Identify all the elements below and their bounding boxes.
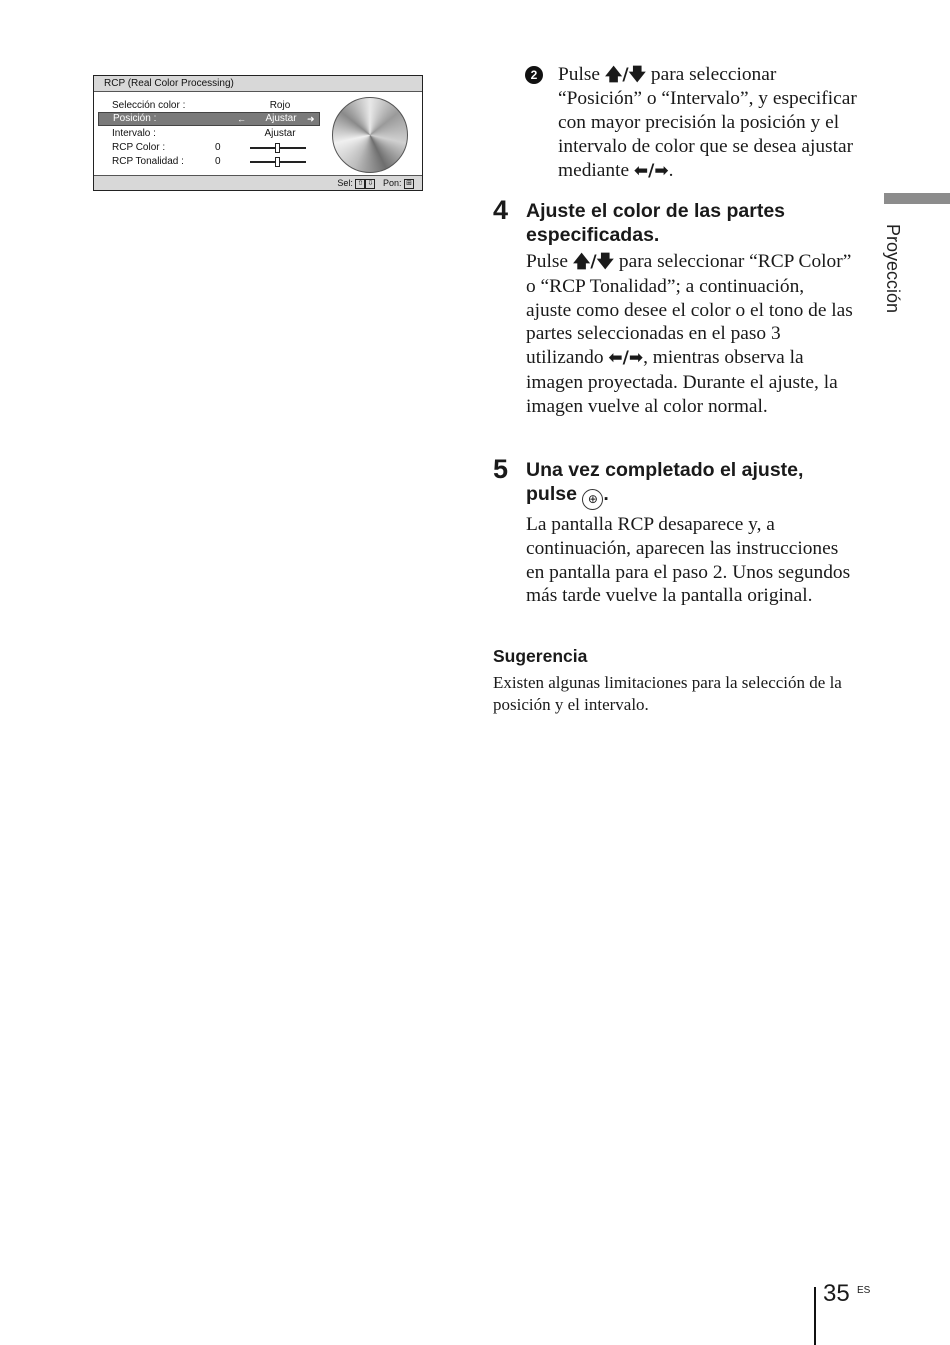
osd-value: 0: [215, 156, 221, 167]
up-down-arrow-icon: 🡅/🡇: [572, 252, 615, 272]
slider-knob: [275, 157, 280, 167]
circled-number: 2: [525, 66, 543, 84]
step-body: La pantalla RCP desaparece y, a continuación, aparecen las instrucciones en pantalla para el paso 2. Unos segundos más tarde vuelve la pantalla original.: [526, 514, 851, 607]
osd-footer-pon: Pon:: [382, 178, 402, 188]
text-fragment: para seleccionar “Posición” o “Intervalo”, y especificar con mayor precisión la posición y el intervalo de color que se desea ajustar mediante: [558, 64, 857, 181]
step-5: [493, 454, 853, 608]
section-tab-label: Proyección: [883, 224, 903, 314]
osd-label: RCP Tonalidad :: [112, 156, 184, 167]
osd-value: Rojo: [269, 100, 291, 111]
osd-slider: [250, 147, 306, 149]
tip-body: Existen algunas limitaciones para la selección de la posición y el intervalo.: [493, 673, 842, 714]
text-fragment: .: [668, 160, 674, 181]
step-heading: [526, 458, 853, 510]
osd-title: RCP (Real Color Processing): [94, 76, 422, 92]
left-right-arrow-icon: ⬅/➡: [633, 161, 669, 181]
osd-label: RCP Color :: [112, 142, 166, 153]
page-number: 35: [823, 1280, 850, 1307]
sub-step-2: [527, 63, 857, 183]
osd-value: Ajustar: [265, 113, 297, 124]
slider-knob: [275, 143, 280, 153]
sub-step-text: [558, 63, 857, 183]
page-number-rule: [814, 1287, 816, 1345]
section-tab-bar: [884, 193, 950, 204]
osd-footer-sel: Sel:: [337, 178, 353, 188]
step-4: [493, 195, 853, 419]
osd-value: Ajustar: [264, 128, 296, 139]
tip-heading: Sugerencia: [493, 646, 588, 666]
osd-row-posicion: [98, 112, 320, 126]
osd-value: 0: [215, 142, 221, 153]
osd-row-rcp-tonalidad: [98, 155, 320, 168]
color-wheel: [332, 97, 408, 173]
osd-row-rcp-color: [98, 141, 320, 154]
enter-key-icon: ⊞: [404, 179, 414, 189]
osd-row-intervalo: [98, 127, 320, 140]
osd-label: Intervalo :: [112, 128, 156, 139]
osd-label: Posición :: [113, 113, 157, 124]
text-fragment: Una vez completado el ajuste, pulse: [526, 459, 804, 505]
osd-label: Selección color :: [112, 100, 186, 111]
enter-button-icon: ⊕: [582, 489, 603, 510]
step-heading: Ajuste el color de las partes especificadas.: [526, 200, 786, 246]
right-arrow-icon: ➜: [307, 114, 315, 124]
up-key-icon: ⇧: [355, 179, 365, 189]
step-number: 4: [493, 195, 509, 225]
left-arrow-icon: ←: [237, 114, 246, 124]
text-fragment: para seleccionar “RCP Color” o “RCP Tonalidad”; a continuación, ajuste como desee el color o el tono de las partes seleccionadas en el paso 3 utilizando: [526, 251, 853, 369]
osd-footer: [94, 175, 422, 190]
step-body: [526, 250, 853, 419]
text-fragment: .: [603, 483, 609, 505]
rcp-osd-menu: [93, 75, 423, 191]
osd-slider: [250, 161, 306, 163]
down-key-icon: ⇩: [365, 179, 375, 189]
text-fragment: , mientras observa la imagen proyectada. Durante el ajuste, la imagen vuelve al color normal.: [526, 347, 838, 417]
left-right-arrow-icon: ⬅/➡: [608, 348, 644, 369]
up-down-arrow-icon: 🡅/🡇: [604, 65, 647, 85]
step-number: 5: [493, 454, 509, 484]
osd-row-seleccion-color: [98, 99, 320, 112]
page-language: ES: [857, 1285, 871, 1296]
text-fragment: Pulse: [526, 251, 573, 272]
text-fragment: Pulse: [558, 64, 605, 85]
